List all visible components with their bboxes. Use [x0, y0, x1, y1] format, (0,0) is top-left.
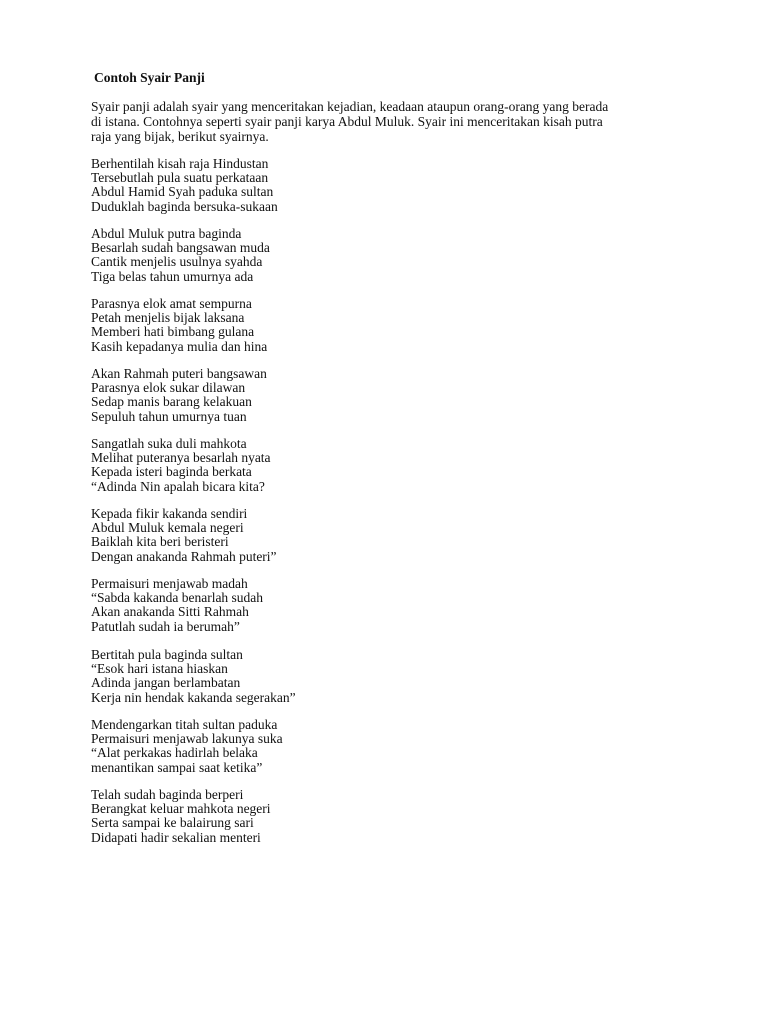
poem-line: Sedap manis barang kelakuan — [91, 394, 252, 410]
poem-line: Abdul Hamid Syah paduka sultan — [91, 184, 274, 200]
poem-line: Besarlah sudah bangsawan muda — [91, 240, 270, 256]
intro-line: di istana. Contohnya seperti syair panji karya Abdul Muluk. Syair ini menceritakan kisah putra — [91, 114, 603, 129]
stanza — [91, 367, 267, 424]
stanza — [91, 297, 267, 354]
poem-line: Akan Rahmah puteri bangsawan — [91, 366, 267, 381]
intro-paragraph — [91, 99, 691, 144]
poem-line: Parasnya elok amat sempurna — [91, 296, 252, 311]
stanza — [91, 577, 263, 634]
poem-line: Duduklah baginda bersuka-sukaan — [91, 198, 278, 214]
poem-line: Berhentilah kisah raja Hindustan — [91, 156, 269, 171]
poem-line: Kerja nin hendak kakanda segerakan” — [91, 689, 296, 705]
stanza — [91, 157, 278, 214]
poem-line: “Esok hari istana hiaskan — [91, 661, 228, 677]
poem-line: Parasnya elok sukar dilawan — [91, 380, 246, 396]
stanza — [91, 507, 277, 564]
poem-line: Memberi hati bimbang gulana — [91, 324, 255, 340]
poem-line: Berangkat keluar mahkota negeri — [91, 801, 271, 817]
poem-line: Abdul Muluk putra baginda — [91, 226, 242, 241]
poem-line: Bertitah pula baginda sultan — [91, 647, 243, 662]
poem-line: “Sabda kakanda benarlah sudah — [91, 590, 264, 606]
poem-line: Permaisuri menjawab lakunya suka — [91, 731, 283, 747]
poem-line: Baiklah kita beri beristeri — [91, 534, 229, 550]
poem-line: Petah menjelis bijak laksana — [91, 310, 245, 326]
poem-line: Mendengarkan titah sultan paduka — [91, 717, 278, 732]
intro-line: Syair panji adalah syair yang menceritakan kejadian, keadaan ataupun orang-orang yang berada — [91, 99, 609, 114]
poem-line: Kepada isteri baginda berkata — [91, 464, 252, 480]
stanza — [91, 437, 271, 494]
poem-line: Abdul Muluk kemala negeri — [91, 520, 244, 536]
poem-line: Kepada fikir kakanda sendiri — [91, 506, 248, 521]
stanza — [91, 648, 296, 705]
poem-line: “Adinda Nin apalah bicara kita? — [91, 478, 265, 494]
poem-line: menantikan sampai saat ketika” — [91, 759, 263, 775]
poem-line: Adinda jangan berlambatan — [91, 675, 241, 691]
poem-line: Kasih kepadanya mulia dan hina — [91, 338, 268, 354]
poem-line: Didapati hadir sekalian menteri — [91, 829, 261, 845]
poem-line: Telah sudah baginda berperi — [91, 787, 244, 802]
poem-line: Sangatlah suka duli mahkota — [91, 436, 247, 451]
poem-line: Patutlah sudah ia berumah” — [91, 618, 240, 634]
poem-line: Melihat puteranya besarlah nyata — [91, 450, 271, 466]
poem-line: Cantik menjelis usulnya syahda — [91, 254, 263, 270]
intro-line: raja yang bijak, berikut syairnya. — [91, 129, 269, 144]
poem-line: “Alat perkakas hadirlah belaka — [91, 745, 258, 761]
stanza — [91, 227, 270, 284]
poem-line: Tiga belas tahun umurnya ada — [91, 268, 254, 284]
poem-line: Dengan anakanda Rahmah puteri” — [91, 548, 277, 564]
poem-line: Akan anakanda Sitti Rahmah — [91, 604, 249, 620]
poem-line: Tersebutlah pula suatu perkataan — [91, 170, 269, 186]
document-title: Contoh Syair Panji — [94, 70, 205, 85]
stanza — [91, 718, 283, 775]
poem-line: Permaisuri menjawab madah — [91, 576, 248, 591]
poem-line: Sepuluh tahun umurnya tuan — [91, 408, 247, 424]
poem-line: Serta sampai ke balairung sari — [91, 815, 254, 831]
stanza — [91, 788, 271, 845]
